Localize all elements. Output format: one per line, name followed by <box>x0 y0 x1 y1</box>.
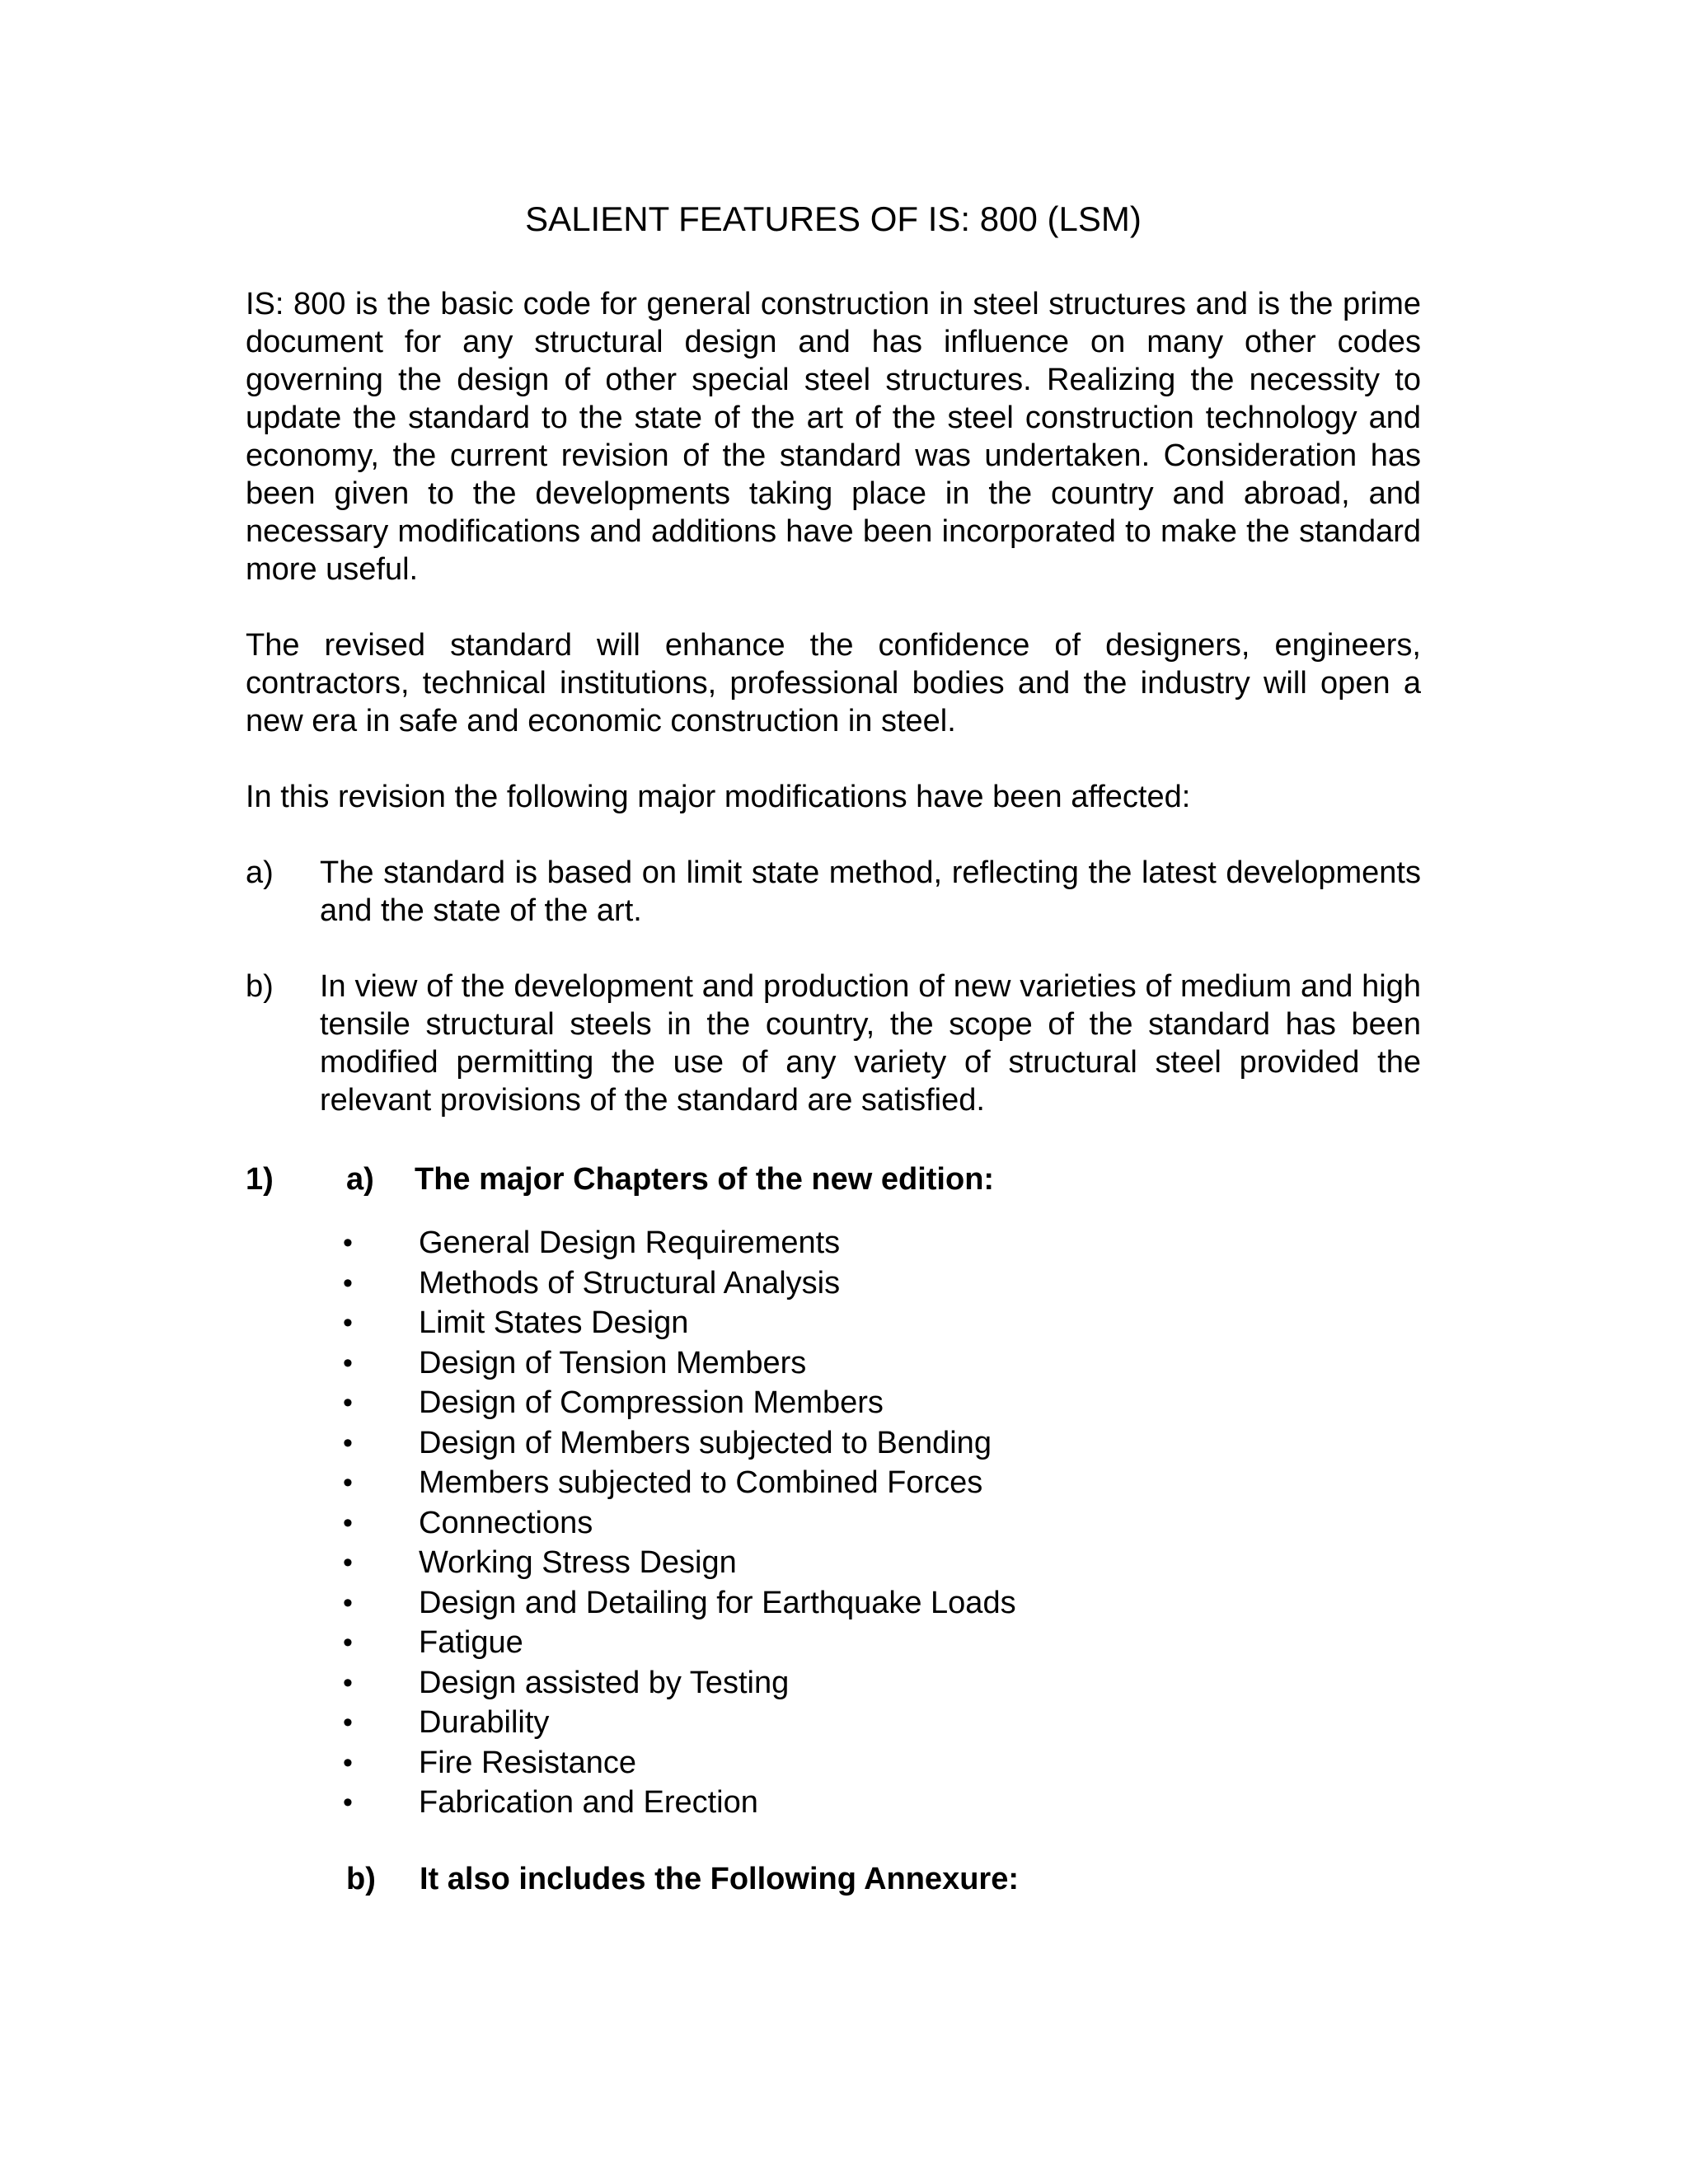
list-item <box>343 1703 1016 1743</box>
list-item <box>343 1743 1016 1783</box>
chapter-label: Design of Compression Members <box>419 1385 884 1420</box>
chapter-label: Fire Resistance <box>419 1745 636 1780</box>
bullet-icon: • <box>343 1787 353 1818</box>
bullet-icon: • <box>343 1227 353 1258</box>
list-item <box>343 1383 1016 1423</box>
chapter-label: General Design Requirements <box>419 1226 841 1260</box>
bullet-icon: • <box>343 1707 353 1738</box>
list-item <box>343 1783 1016 1823</box>
chapter-label: Fatigue <box>419 1625 523 1660</box>
section-number: 1) <box>246 1162 274 1197</box>
chapters-list <box>343 1223 1016 1823</box>
subsection-b-marker: b) <box>346 1862 376 1896</box>
chapter-label: Members subjected to Combined Forces <box>419 1465 983 1500</box>
chapter-label: Connections <box>419 1505 593 1540</box>
list-item <box>343 1623 1016 1663</box>
chapters-heading: The major Chapters of the new edition: <box>415 1162 995 1197</box>
list-item <box>343 1543 1016 1583</box>
chapter-label: Limit States Design <box>419 1305 689 1340</box>
bullet-icon: • <box>343 1467 353 1498</box>
bullet-icon: • <box>343 1267 353 1299</box>
list-item <box>343 1343 1016 1384</box>
revised-standard-paragraph: The revised standard will enhance the confidence of designers, engineers, contractors, technical institutions, professional bodies and the industry will open a new era in safe and economic construction in steel. <box>246 628 1421 738</box>
bullet-icon: • <box>343 1586 353 1619</box>
bullet-icon: • <box>343 1507 353 1539</box>
revision-lead-paragraph: In this revision the following major modifications have been affected: <box>246 780 1191 814</box>
chapter-label: Fabrication and Erection <box>419 1785 758 1820</box>
modification-text: In view of the development and production of new varieties of medium and high tensile structural steels in the country, the scope of the standard has been modified permitting the use of any variety of structural steel provided the relevant provisions of the standard are satisfied. <box>320 969 1421 1118</box>
list-item <box>343 1303 1016 1343</box>
modification-text: The standard is based on limit state method, reflecting the latest developments and the state of the art. <box>320 855 1421 928</box>
list-item <box>343 1583 1016 1624</box>
bullet-icon: • <box>343 1746 353 1779</box>
subsection-a-marker: a) <box>346 1162 374 1197</box>
modification-marker: b) <box>246 969 274 1004</box>
modification-marker: a) <box>246 855 274 890</box>
chapter-label: Design of Tension Members <box>419 1345 807 1380</box>
bullet-icon: • <box>343 1547 353 1578</box>
bullet-icon: • <box>343 1347 353 1379</box>
chapter-label: Durability <box>419 1705 550 1740</box>
annexure-heading: It also includes the Following Annexure: <box>420 1862 1019 1896</box>
list-item <box>343 1663 1016 1704</box>
bullet-icon: • <box>343 1307 353 1338</box>
modification-item-b <box>246 968 1421 1119</box>
list-item <box>343 1503 1016 1544</box>
bullet-icon: • <box>343 1627 353 1658</box>
list-item <box>343 1463 1016 1503</box>
list-item <box>343 1423 1016 1464</box>
intro-paragraph: IS: 800 is the basic code for general construction in steel structures and is the prime document for any structural design and has influence on many other codes governing the design of other special steel structures. Realizing the necessity to update the standard to the state of the art of the steel construction technology and economy, the current revision of the standard was undertaken. Consideration has been given to the developments taking place in the country and abroad, and necessary modifications and additions have been incorporated to make the standard more useful. <box>246 287 1421 587</box>
chapter-label: Design assisted by Testing <box>419 1665 790 1700</box>
bullet-icon: • <box>343 1427 353 1459</box>
bullet-icon: • <box>343 1666 353 1699</box>
chapter-label: Methods of Structural Analysis <box>419 1265 841 1301</box>
chapter-label: Working Stress Design <box>419 1545 737 1580</box>
chapter-label: Design of Members subjected to Bending <box>419 1425 992 1460</box>
list-item <box>343 1263 1016 1304</box>
modification-item-a <box>246 854 1421 930</box>
chapter-label: Design and Detailing for Earthquake Loads <box>419 1585 1016 1620</box>
list-item <box>343 1223 1016 1263</box>
bullet-icon: • <box>343 1387 353 1418</box>
page-title: SALIENT FEATURES OF IS: 800 (LSM) <box>525 199 1142 238</box>
